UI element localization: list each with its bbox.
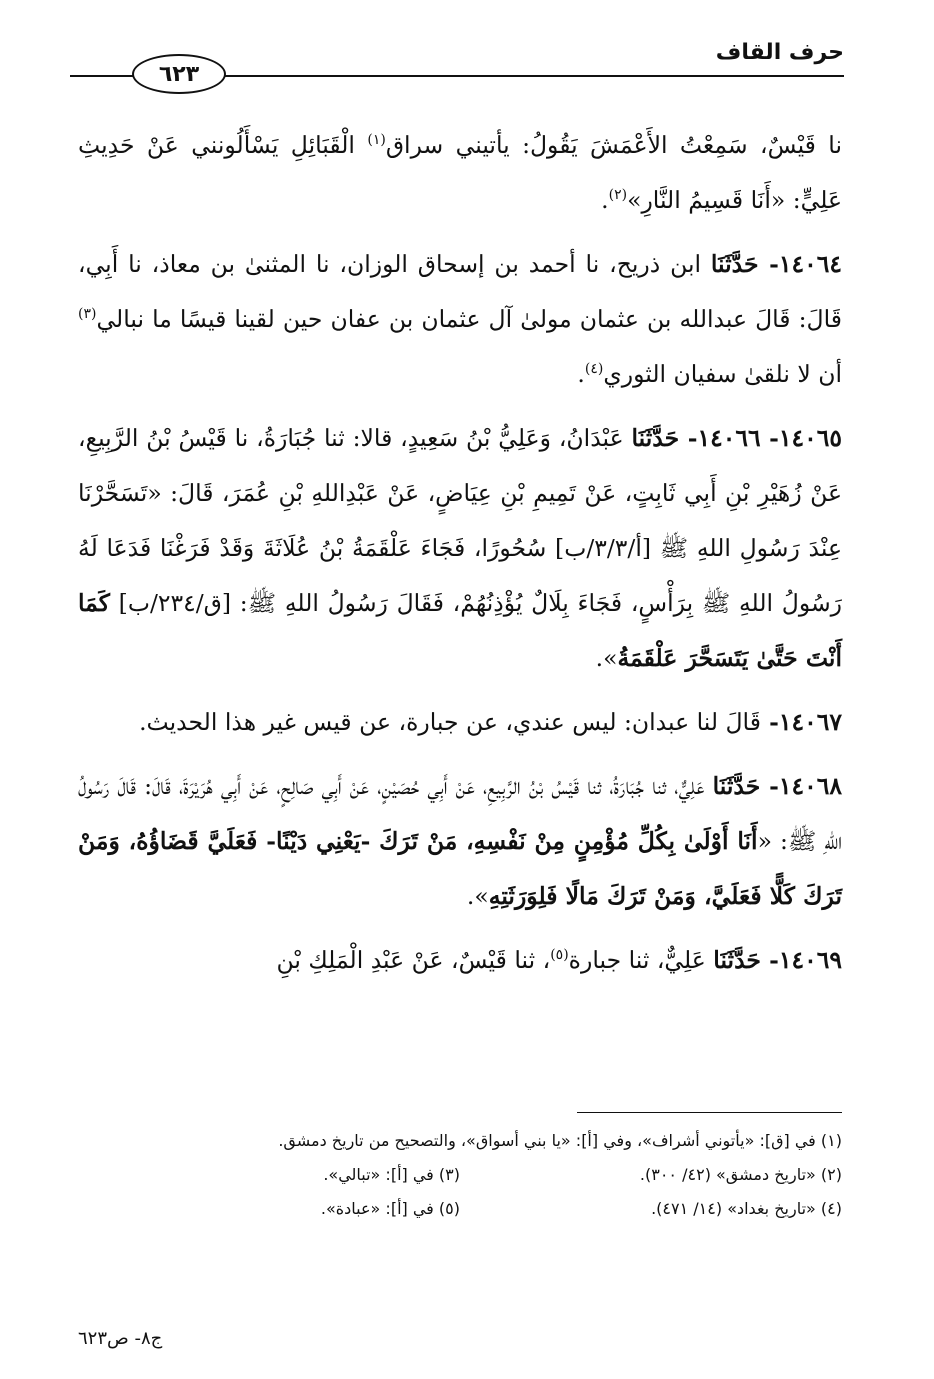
hadith-number: ١٤٠٦٩- xyxy=(760,946,842,974)
footnote-4: (٤) «تاريخ بغداد» (١٤/ ٤٧١). xyxy=(651,1199,842,1218)
paragraph xyxy=(78,695,842,750)
narration-keyword: حَدَّثَنَا xyxy=(713,946,761,974)
text-run: ، ثنا قَيْسٌ، عَنْ عَبْدِ الْمَلِكِ بْنِ xyxy=(276,946,551,974)
volume-page-reference: ج٨- ص٦٢٣ xyxy=(78,1328,163,1349)
footnote-2: (٢) «تاريخ دمشق» (٤٢/ ٣٠٠). xyxy=(639,1165,842,1184)
text-run: . xyxy=(601,186,609,214)
footnote-row-3 xyxy=(78,1192,842,1226)
paragraph xyxy=(78,118,842,228)
footnote-divider xyxy=(577,1112,842,1113)
hadith-text: أَنَا أَوْلَىٰ بِكُلِّ مُؤْمِنٍ مِنْ نَفْسِهِ، مَنْ تَرَكَ -يَعْنِي دَيْنًا- فَعَلَيَّ قَضَاؤُهُ، وَمَنْ تَرَكَ كَلًّا فَعَلَيَّ، وَمَنْ تَرَكَ مَالًا فَلِوَرَثَتِهِ xyxy=(78,827,842,910)
hadith-text: كَمَا أَنْتَ حَتَّىٰ يَتَسَحَّرَ عَلْقَمَةُ xyxy=(78,589,842,672)
footnote-5: (٥) في [أ]: «عبادة». xyxy=(320,1199,460,1218)
text-run: نا قَيْسٌ، سَمِعْتُ الأَعْمَشَ يَقُولُ: يأتيني سراق xyxy=(385,131,842,159)
text-run: الْقَبَائِلِ يَسْأَلُونني عَنْ حَدِيثِ عَلِيٍّ: «أَنَا قَسِيمُ النَّارِ» xyxy=(78,131,842,214)
footnote-marker: (١) xyxy=(367,132,386,149)
hadith-number: ١٤٠٦٨- xyxy=(760,772,842,800)
hadith-number: ١٤٠٦٤- xyxy=(758,250,842,278)
text-run: . xyxy=(577,360,585,388)
hadith-number: ١٤٠٦٥- ١٤٠٦٦- xyxy=(679,424,842,452)
page-header xyxy=(70,40,844,100)
narration-keyword: حَدَّثَنَا xyxy=(712,772,761,800)
page-number: ٦٢٣ xyxy=(158,61,200,87)
hadith-number: ١٤٠٦٧- xyxy=(760,708,842,736)
narration-keyword: حَدَّثَنَا xyxy=(631,424,680,452)
footnote-row-2 xyxy=(78,1158,842,1192)
narration-keyword: حَدَّثَنَا xyxy=(710,250,759,278)
text-run: ابن ذريح، نا أحمد بن إسحاق الوزان، نا المثنىٰ بن معاذ، نا أَبِي، قَالَ: قَالَ عبدالله بن عثمان مولىٰ آل عثمان بن عفان حين لقينا قيسًا ما نبالي xyxy=(78,250,842,333)
chapter-title: حرف القاف xyxy=(715,40,844,65)
page-number-badge xyxy=(132,54,226,94)
paragraph xyxy=(78,411,842,686)
footnote-marker: (٢) xyxy=(608,187,628,204)
main-text xyxy=(78,118,842,997)
paragraph xyxy=(78,759,842,924)
paragraph xyxy=(78,933,842,988)
text-run: قَالَ لنا عبدان: ليس عندي، عن جبارة، عن قيس غير هذا الحديث. xyxy=(139,708,761,736)
footnote-1: (١) في [ق]: «يأتوني أشراف»، وفي [أ]: «يا بني أسواق»، والتصحيح من تاريخ دمشق. xyxy=(278,1131,842,1150)
footnote-marker: (٤) xyxy=(584,361,604,378)
footnote-marker: (٥) xyxy=(550,947,569,964)
footnote-3: (٣) في [أ]: «تبالي». xyxy=(323,1165,460,1184)
text-run: ». xyxy=(466,882,489,910)
text-run: عَبْدَانُ، وَعَلِيُّ بْنُ سَعِيدٍ، قالا: ثنا جُبَارَةُ، نا قَيْسُ بْنُ الرَّبِيعِ، عَنْ زُهَيْرِ بْنِ أَبِي ثَابِتٍ، عَنْ تَمِيمِ بْنِ عِيَاضٍ، عَنْ عَبْدِاللهِ بْنِ عُمَرَ، قَالَ: «تَسَحَّرْنَا عِنْدَ رَسُولِ اللهِ ﷺ [أ/٣/٣/ب] سُحُورًا، فَجَاءَ عَلْقَمَةُ بْنُ عُلَاثَةَ وَقَدْ فَرَغْنَا فَدَعَا لَهُ رَسُولُ اللهِ ﷺ بِرَأْسٍ، فَجَاءَ بِلَالٌ يُؤْذِنُهُمْ، فَقَالَ رَسُولُ اللهِ ﷺ: [ق/٢٣٤/ب] xyxy=(78,424,842,617)
footnotes xyxy=(78,1124,842,1226)
footnote-marker: (٣) xyxy=(78,306,97,323)
text-run: عَلِيٌّ، ثنا جبارة xyxy=(568,946,714,974)
text-run: ». xyxy=(595,644,618,672)
text-run: عَلِيٌّ، ثنا جُبَارَةُ، ثنا قَيْسُ بْنُ الرَّبِيعِ، عَنْ أَبِي حُصَيْنٍ، عَنْ أَبِي صَالِحٍ، عَنْ أَبِي هُرَيْرَةَ، قَالَ: قَالَ رَسُولُ اللهِ ﷺ: « xyxy=(78,772,842,855)
paragraph xyxy=(78,237,842,402)
text-run: أن لا نلقىٰ سفيان الثوري xyxy=(603,360,842,388)
